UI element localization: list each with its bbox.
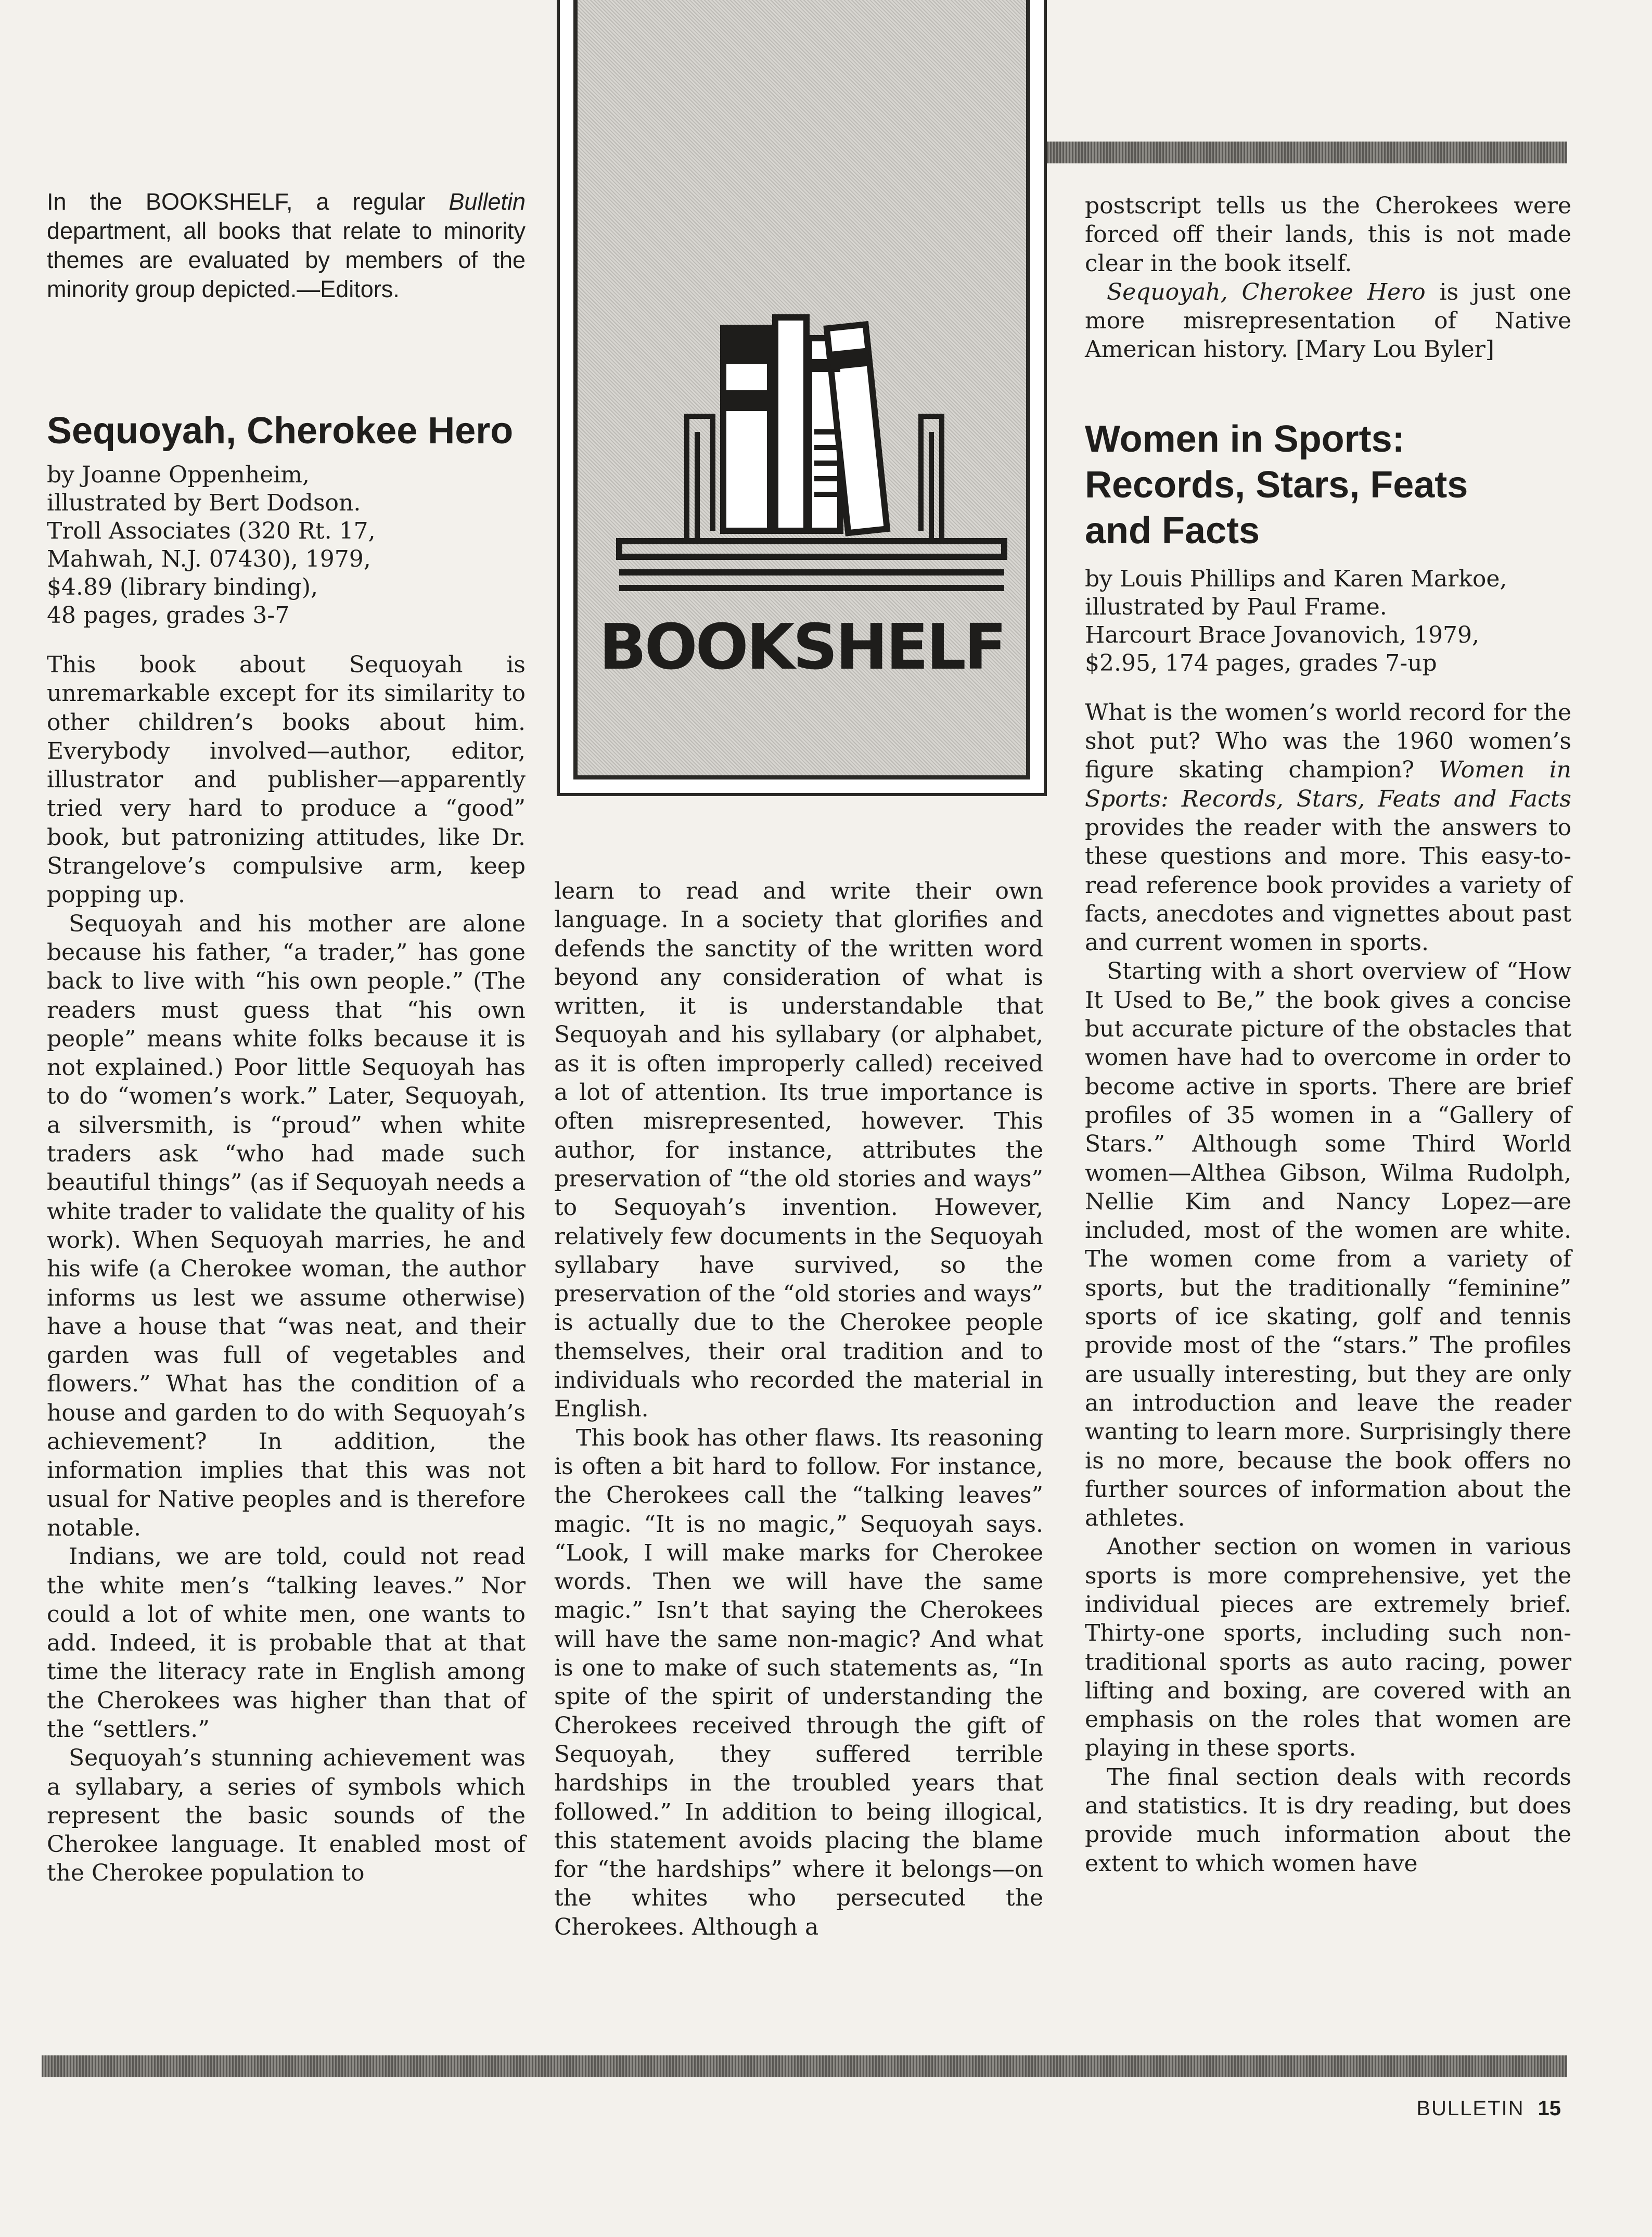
publication-name: BULLETIN bbox=[1416, 2097, 1525, 2120]
review1-title: Sequoyah, Cherokee Hero bbox=[47, 410, 514, 452]
paragraph: Sequoyah’s stunning achievement was a syllabary, a series of symbols which represent the basic sounds of the Cherokee language. It enabled most of the Cherokee population to bbox=[47, 1745, 526, 1887]
page-number: 15 bbox=[1538, 2097, 1561, 2120]
paragraph: This book has other flaws. Its reasoning is often a bit hard to follow. For instance, the Cherokees call the “talking leaves” magic. “It is no magic,” Sequoyah says. “Look, I will make marks for Cherokee words. Then we will have the same magic.” Isn’t that saying the Cherokees will have the same non-magic? And what is one to make of such statements as, “In spite of the spirit of understanding the Cherokees received through the gift of Sequoyah, they suffered terrible hardships in the troubled years that followed.” In addition to being illogical, this statement avoids placing the blame for “the hardships” where it belongs—on the whites who persecuted the Cherokees. Although a bbox=[554, 1424, 1043, 1940]
review2-title: Women in Sports: Records, Stars, Feats and Facts bbox=[1085, 418, 1468, 552]
bookshelf-label: BOOKSHELF bbox=[599, 611, 1005, 684]
paragraph: The final section deals with records and statistics. It is dry reading, but does provide much information about the extent to which women have bbox=[1085, 1763, 1571, 1877]
paragraph: Indians, we are told, could not read the white men’s “talking leaves.” Nor could a lot of white men, one wants to add. Indeed, it is probable that at that time the literacy rate in English among the Cherokees was higher than that of the “settlers.” bbox=[47, 1543, 526, 1743]
review1-body-middle bbox=[554, 877, 1043, 1941]
bookshelf-panel bbox=[573, 0, 1030, 779]
editors-intro: In the BOOKSHELF, a regular Bulletin department, all books that relate to minority themes are evaluated by members of the minority group depicted.—Editors. bbox=[47, 188, 526, 302]
paragraph: learn to read and write their own language. In a society that glorifies and defends the sanctity of the written word beyond any consideration of what is written, it is understandable that Sequoyah and his syllabary (or alphabet, as it is often improperly called) received a lot of attention. Its true importance is often misrepresented, however. This author, for instance, attributes the preservation of “the old stories and ways” to Sequoyah’s invention. However, relatively few documents in the Sequoyah syllabary have survived, so the preservation of the “old stories and ways” is actually due to the Cherokee people themselves, their oral tradition and to individuals who recorded the material in English. bbox=[554, 878, 1043, 1423]
review1-body-left bbox=[47, 650, 526, 1888]
review2-body bbox=[1085, 698, 1571, 1878]
review1-continued bbox=[1085, 191, 1571, 364]
bookshelf-graphic bbox=[557, 0, 1047, 796]
paragraph: postscript tells us the Cherokees were forced off their lands, this is not made clear in the book itself. bbox=[1085, 193, 1571, 277]
paragraph: This book about Sequoyah is unremarkable except for its similarity to other children’s books about him. Everybody involved—author, editor, illustrator and publisher—apparently tried very hard to produce a “good” book, but patronizing attitudes, like Dr. Strangelove’s compulsive arm, keep popping up. bbox=[47, 651, 526, 909]
bookshelf-books-icon bbox=[609, 297, 1015, 609]
review1-closing: Sequoyah, Cherokee Hero is just one more misrepresentation of Native American history. [Mary Lou Byler] bbox=[1085, 278, 1571, 363]
page-footer bbox=[1416, 2097, 1561, 2120]
paragraph: What is the women’s world record for the shot put? Who was the 1960 women’s figure skating champion? Women in Sports: Records, Stars, Feats and Facts provides the reader with the answers to these questions and more. This easy-to-read reference book provides a variety of facts, anecdotes and vignettes about past and current women in sports. bbox=[1085, 699, 1571, 956]
paragraph: Starting with a short overview of “How It Used to Be,” the book gives a concise but accurate picture of the obstacles that women have had to overcome in order to become active in sports. There are brief profiles of 35 women in a “Gallery of Stars.” Although some Third World women—Althea Gibson, Wilma Rudolph, Nellie Kim and Nancy Lopez—are included, most of the women are white. The women come from a variety of sports, but the traditionally “feminine” sports of ice skating, golf and tennis provide most of the “stars.” The profiles are usually interesting, but they are only an introduction and leave the reader wanting to learn more. Surprisingly there is no more, because the book offers no further sources of information about the athletes. bbox=[1085, 958, 1571, 1532]
top-rule bbox=[1047, 142, 1567, 163]
review2-byline: by Louis Phillips and Karen Markoe, illustrated by Paul Frame. Harcourt Brace Jovanovich, 1979, $2.95, 174 pages, grades 7-up bbox=[1085, 565, 1507, 676]
review1-byline: by Joanne Oppenheim, illustrated by Bert Dodson. Troll Associates (320 Rt. 17, Mahwah, N.J. 07430), 1979, $4.89 (library binding), 48 pages, grades 3-7 bbox=[47, 462, 376, 629]
paragraph: Another section on women in various sports is more comprehensive, yet the individual pieces are extremely brief. Thirty-one sports, including such non-traditional sports as auto racing, power lifting and boxing, are covered with an emphasis on the roles that women are playing in these sports. bbox=[1085, 1533, 1571, 1762]
paragraph: Sequoyah and his mother are alone because his father, “a trader,” has gone back to live with “his own people.” (The readers must guess that “his own people” means white folks because it is not explained.) Poor little Sequoyah has to do “women’s work.” Later, Sequoyah, a silversmith, is “proud” when white traders ask “who had made such beautiful things” (as if Sequoyah needs a white trader to validate the quality of his work). When Sequoyah marries, he and his wife (a Cherokee woman, the author informs us lest we assume otherwise) have a house that “was neat, and their garden was full of vegetables and flowers.” What has the condition of a house and garden to do with Sequoyah’s achievement? In addition, the information implies that this was not usual for Native peoples and is therefore notable. bbox=[47, 910, 526, 1541]
bottom-rule bbox=[42, 2055, 1567, 2077]
